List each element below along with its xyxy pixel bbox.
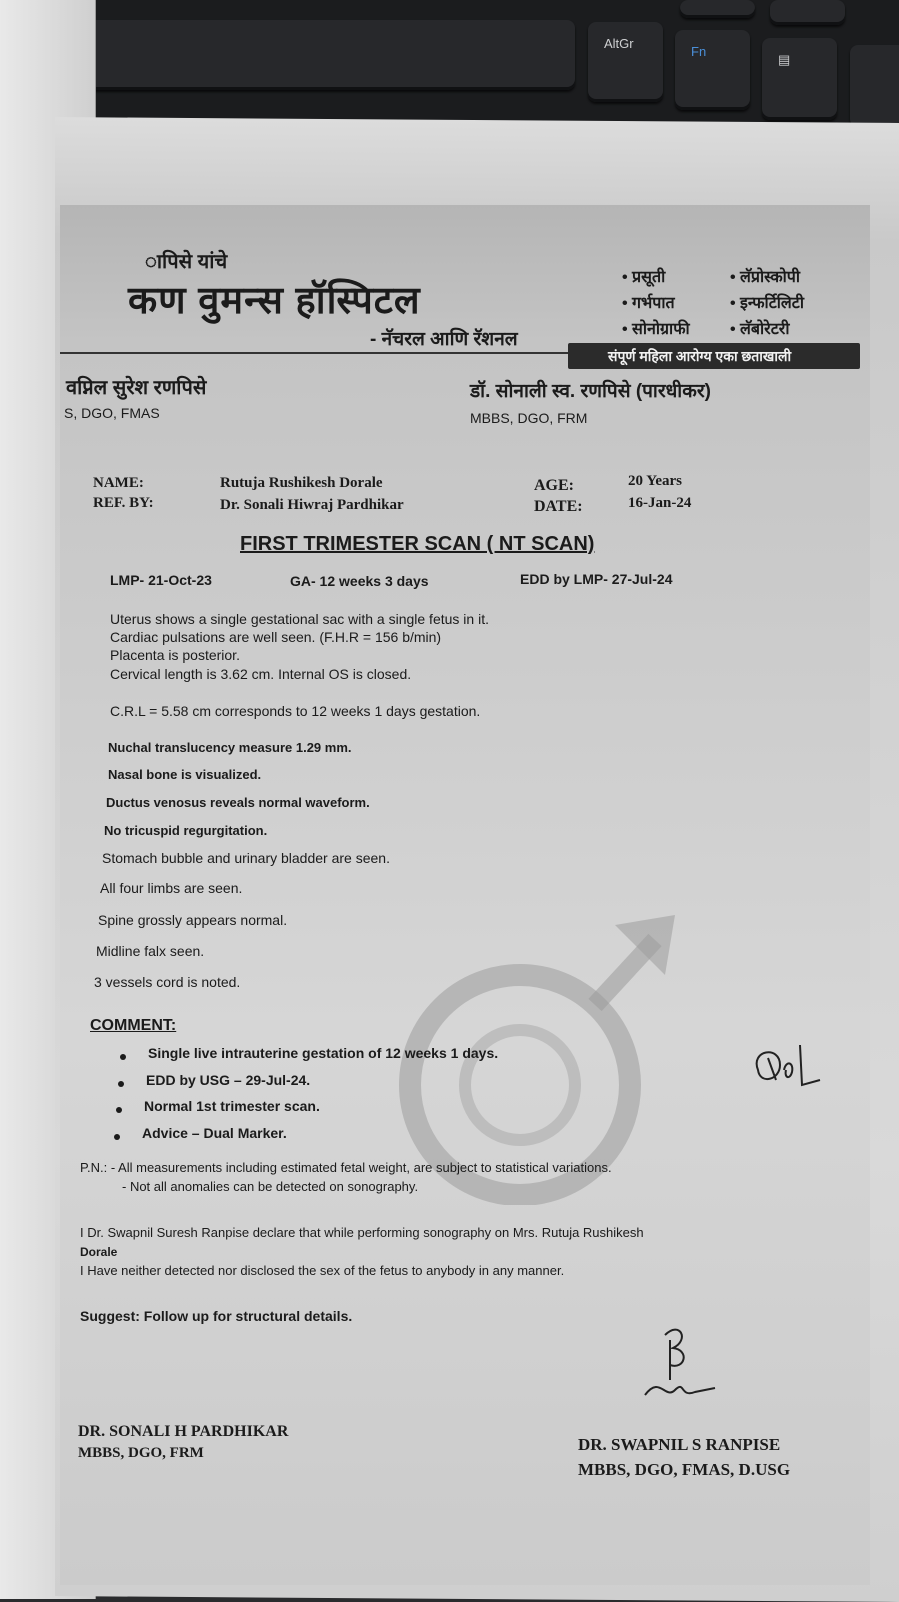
finding-falx: Midline falx seen. xyxy=(96,943,205,959)
finding-tricuspid: No tricuspid regurgitation. xyxy=(104,823,268,838)
doctor-left-degrees: S, DGO, FMAS xyxy=(64,405,160,421)
finding-stomach: Stomach bubble and urinary bladder are seen. xyxy=(102,850,390,866)
comment-bullet-2 xyxy=(118,1081,124,1087)
report-document xyxy=(60,205,870,1585)
report-date: 16-Jan-24 xyxy=(628,495,692,511)
finding-cervix: Cervical length is 3.62 cm. Internal OS is closed. xyxy=(110,666,412,682)
right-signatory-degrees: MBBS, DGO, FMAS, D.USG xyxy=(578,1460,791,1479)
crl-measure: C.R.L = 5.58 cm corresponds to 12 weeks 1 days gestation. xyxy=(110,703,481,719)
keyboard-key-altgr: AltGr xyxy=(588,22,663,102)
comment-heading: COMMENT: xyxy=(90,1017,177,1034)
age-label: AGE: xyxy=(534,477,574,494)
comment-edd-usg: EDD by USG – 29-Jul-24. xyxy=(146,1072,311,1088)
pn-line-1: P.N.: - All measurements including estimated fetal weight, are subject to statistical variations. xyxy=(80,1160,612,1175)
comment-gestation: Single live intrauterine gestation of 12 weeks 1 days. xyxy=(148,1045,499,1061)
keyboard-key-top-2 xyxy=(770,0,845,25)
edd-lmp-value: EDD by LMP- 27-Jul-24 xyxy=(520,571,673,587)
finding-cardiac: Cardiac pulsations are well seen. (F.H.R = 156 b/min) xyxy=(110,629,442,645)
keyboard-key-spacebar xyxy=(85,20,575,90)
hospital-name: कण वुमन्स हॉस्पिटल xyxy=(128,280,421,322)
comment-normal-scan: Normal 1st trimester scan. xyxy=(144,1098,320,1114)
name-label: NAME: xyxy=(93,475,144,491)
declaration-line-1: I Dr. Swapnil Suresh Ranpise declare that while performing sonography on Mrs. Rutuja Rushikesh xyxy=(80,1225,644,1240)
service-delivery: • प्रसूती xyxy=(622,269,666,286)
finding-ductus: Ductus venosus reveals normal waveform. xyxy=(106,795,370,810)
comment-advice: Advice – Dual Marker. xyxy=(142,1125,287,1141)
banner-text: संपूर्ण महिला आरोग्य एका छताखाली xyxy=(608,348,792,364)
suggestion: Suggest: Follow up for structural details. xyxy=(80,1308,353,1324)
ga-value: GA- 12 weeks 3 days xyxy=(290,573,429,589)
service-laboratory: • लॅबोरेटरी xyxy=(730,321,790,338)
finding-limbs: All four limbs are seen. xyxy=(100,880,243,896)
left-signatory-name: DR. SONALI H PARDHIKAR xyxy=(78,1423,289,1440)
keyboard-key-fn: Fn xyxy=(675,30,750,110)
keyboard-key-menu: ▤ xyxy=(762,38,837,120)
comment-bullet-3 xyxy=(116,1107,122,1113)
hospital-subtitle: - नॅचरल आणि रॅशनल xyxy=(370,329,518,350)
finding-uterus: Uterus shows a single gestational sac with a single fetus in it. xyxy=(110,611,489,627)
service-laparoscopy: • लॅप्रोस्कोपी xyxy=(730,269,801,286)
keyboard-key-edge xyxy=(850,45,899,130)
ref-label: REF. BY: xyxy=(93,495,154,511)
doctor-right-degrees: MBBS, DGO, FRM xyxy=(470,410,588,426)
ref-doctor: Dr. Sonali Hiwraj Pardhikar xyxy=(220,497,404,513)
comment-bullet-4 xyxy=(114,1134,120,1140)
declaration-line-3: I Have neither detected nor disclosed the sex of the fetus to anybody in any manner. xyxy=(80,1263,565,1278)
doctor-right-name: डॉ. सोनाली स्व. रणपिसे (पारधीकर) xyxy=(470,381,711,402)
date-label: DATE: xyxy=(534,498,583,515)
service-abortion: • गर्भपात xyxy=(622,295,675,312)
left-signatory-degrees: MBBS, DGO, FRM xyxy=(78,1445,204,1461)
letterhead-banner xyxy=(568,343,860,369)
letterhead-rule xyxy=(60,352,572,354)
patient-name: Rutuja Rushikesh Dorale xyxy=(220,475,383,491)
finding-spine: Spine grossly appears normal. xyxy=(98,912,288,928)
comment-bullet-1 xyxy=(120,1054,126,1060)
finding-nuchal: Nuchal translucency measure 1.29 mm. xyxy=(108,740,352,755)
doctor-signature xyxy=(635,1320,725,1410)
service-infertility: • इन्फर्टिलिटी xyxy=(730,295,804,312)
service-sonography: • सोनोग्राफी xyxy=(622,321,690,338)
keyboard-key-top xyxy=(680,0,755,18)
finding-nasal-bone: Nasal bone is visualized. xyxy=(108,767,262,782)
right-signatory-name: DR. SWAPNIL S RANPISE xyxy=(578,1435,781,1454)
patient-age: 20 Years xyxy=(628,473,683,489)
lmp-value: LMP- 21-Oct-23 xyxy=(110,572,212,588)
initials-signature xyxy=(750,1040,830,1100)
declaration-line-2: Dorale xyxy=(80,1245,118,1259)
letterhead-top-line: ापिसे यांचे xyxy=(145,251,228,273)
finding-cord: 3 vessels cord is noted. xyxy=(94,974,241,990)
finding-placenta: Placenta is posterior. xyxy=(110,647,240,663)
pn-line-2: - Not all anomalies can be detected on sonography. xyxy=(122,1179,419,1194)
report-title: FIRST TRIMESTER SCAN ( NT SCAN) xyxy=(240,533,595,555)
doctor-left-name: वप्निल सुरेश रणपिसे xyxy=(66,377,207,399)
